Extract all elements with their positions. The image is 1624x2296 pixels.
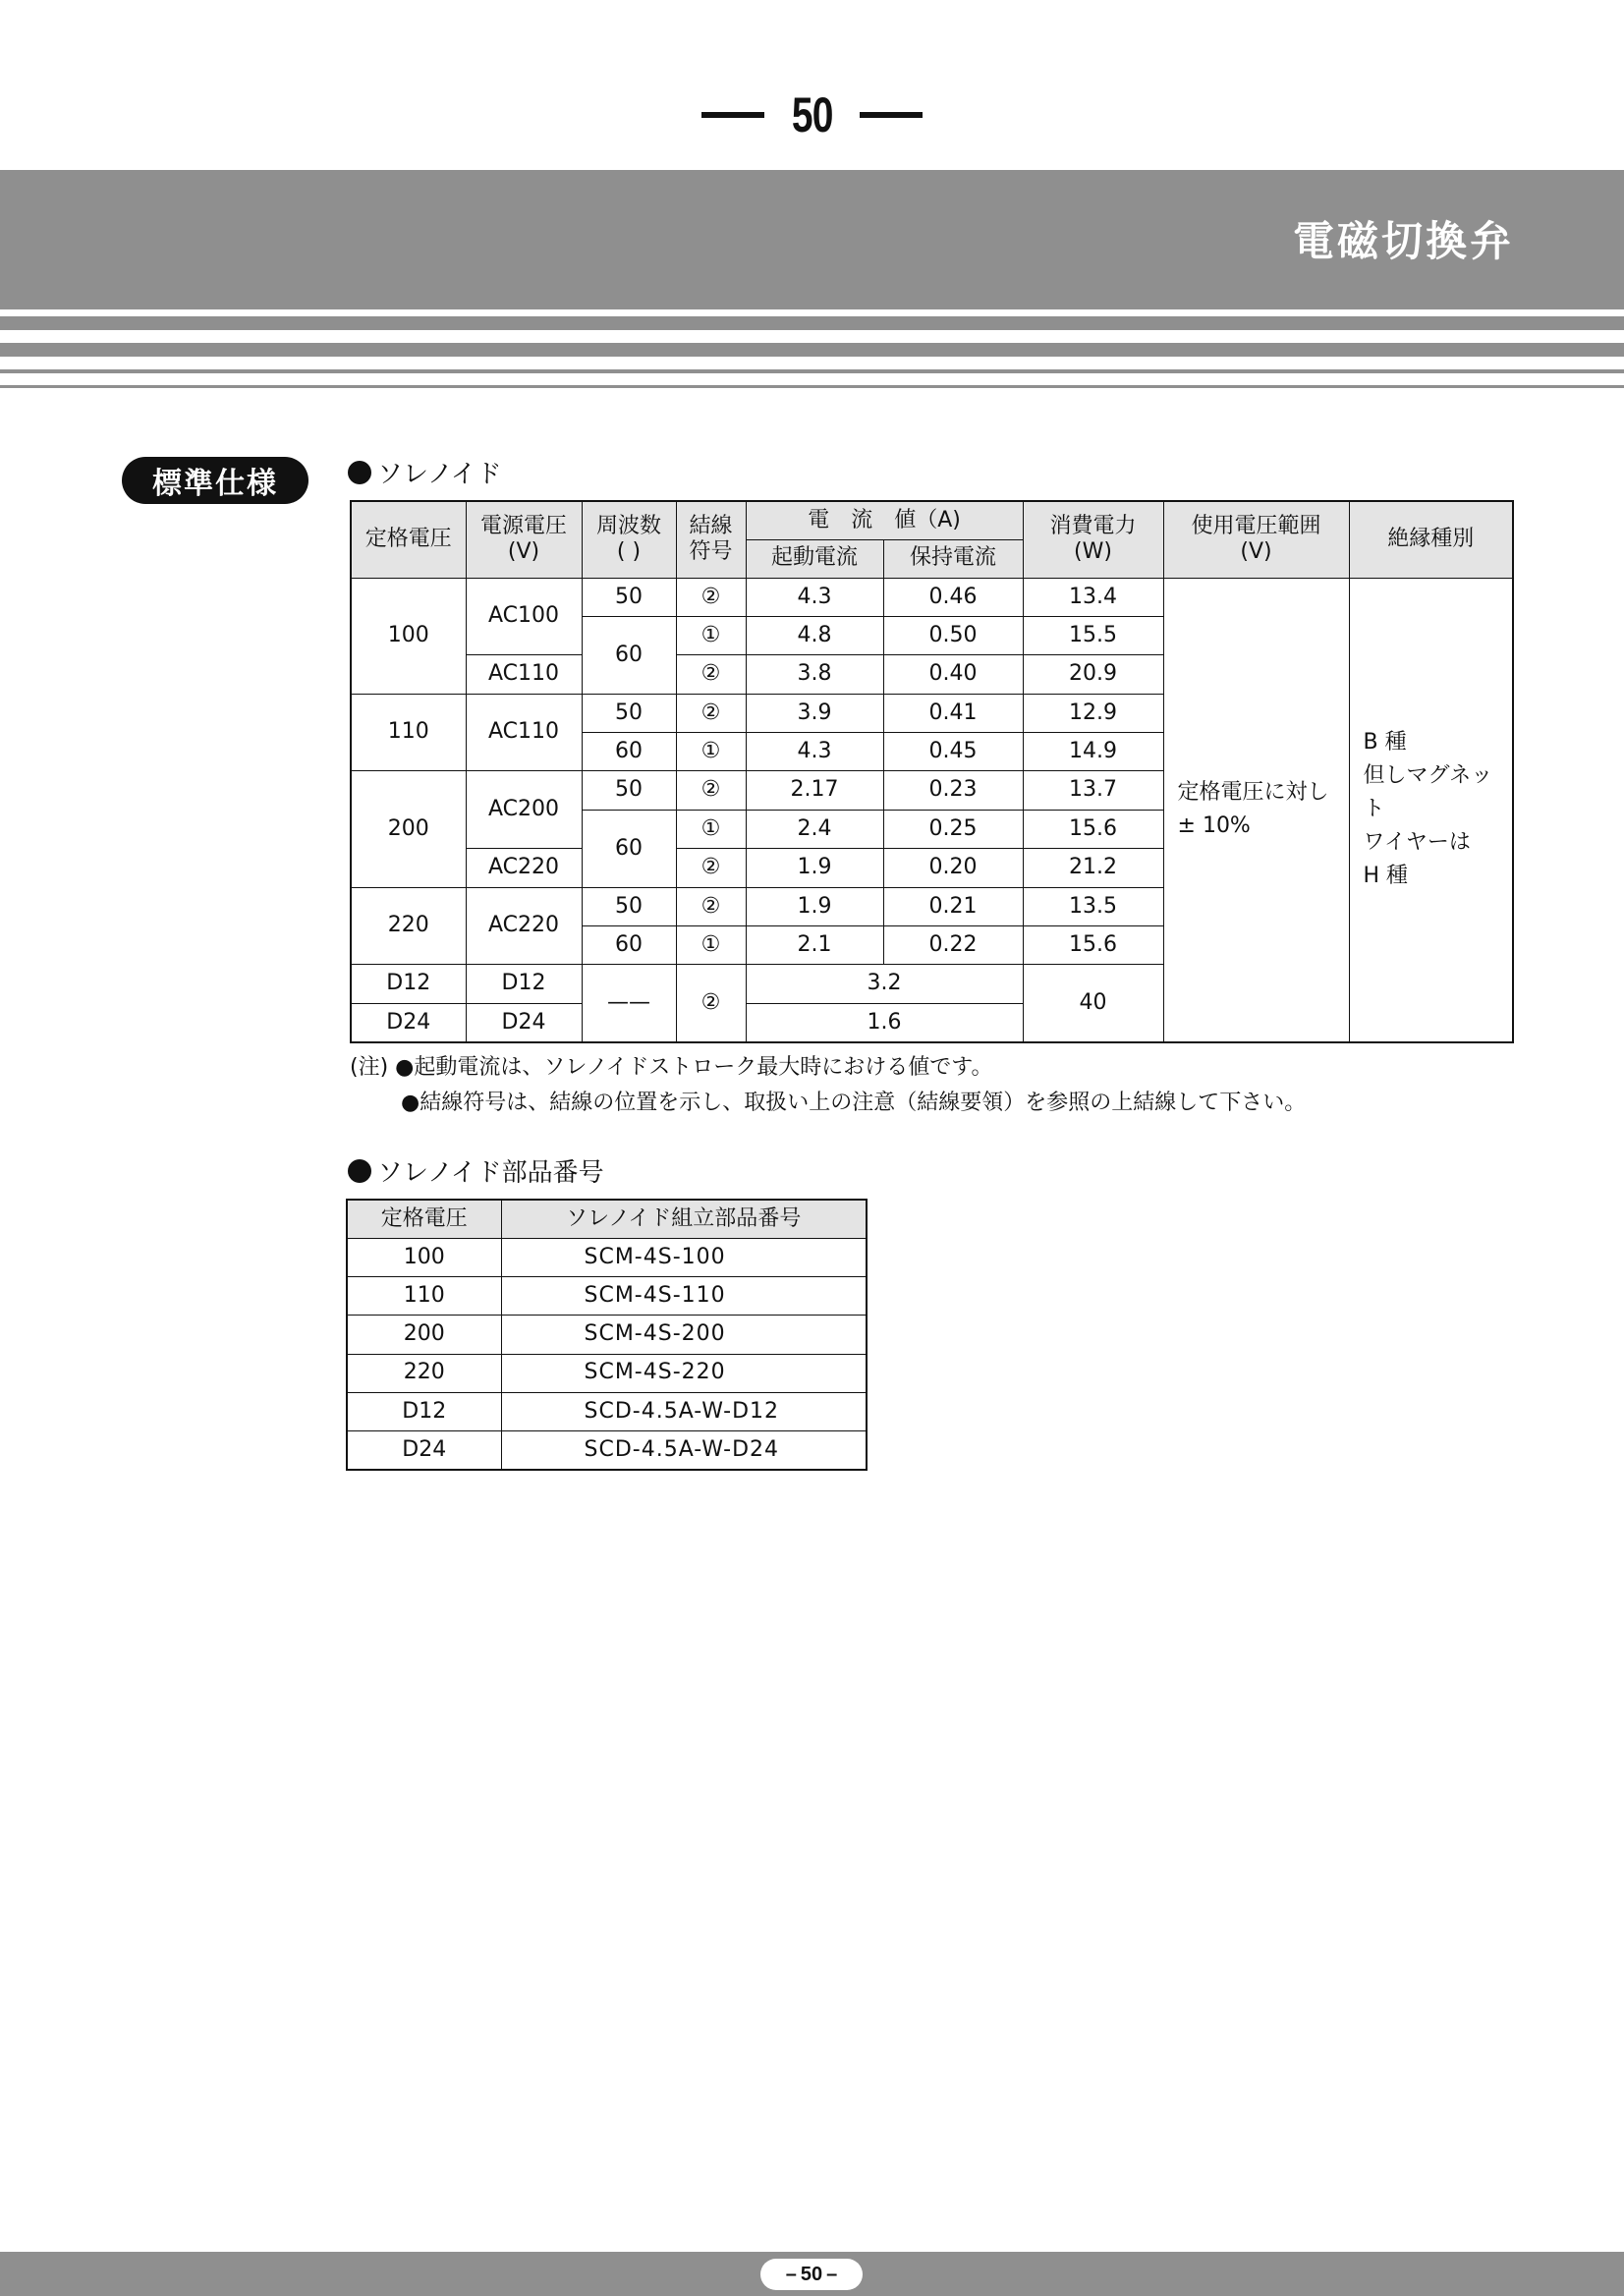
cell-freq: 50 — [582, 578, 676, 616]
stripe-1 — [0, 316, 1624, 330]
cell-holding: 0.20 — [883, 849, 1023, 887]
cell-holding: 0.50 — [883, 616, 1023, 654]
cell-code: ② — [676, 694, 746, 732]
footer-dash-right: – — [826, 2263, 838, 2285]
cell-freq: 50 — [582, 887, 676, 925]
cell-inrush: 3.9 — [746, 694, 883, 732]
cell-code: ② — [676, 655, 746, 694]
cell-code: ② — [676, 849, 746, 887]
cell-current: 3.2 — [746, 965, 1023, 1003]
table-row — [347, 1316, 867, 1354]
header-insulation: 絶縁種別 — [1349, 501, 1513, 578]
cell-power: 13.5 — [1023, 887, 1163, 925]
cell-rated: 110 — [351, 694, 466, 771]
cell-code: ② — [676, 578, 746, 616]
cell-power: 20.9 — [1023, 655, 1163, 694]
header-frequency: 周波数 ( ) — [582, 501, 676, 578]
parts-cell-rated: 220 — [347, 1354, 501, 1392]
cell-freq: 50 — [582, 771, 676, 810]
cell-rated: 100 — [351, 578, 466, 694]
cell-code: ② — [676, 965, 746, 1042]
cell-power: 13.7 — [1023, 771, 1163, 810]
parts-header-rated: 定格電圧 — [347, 1200, 501, 1239]
cell-inrush: 2.4 — [746, 810, 883, 848]
cell-rated: 200 — [351, 771, 466, 887]
cell-freq: 60 — [582, 616, 676, 694]
bullet-icon — [348, 461, 371, 484]
parts-cell-part-number: SCD-4.5A-W-D12 — [501, 1392, 867, 1430]
cell-power: 40 — [1023, 965, 1163, 1042]
cell-supply: AC110 — [466, 694, 582, 771]
note-line-1: (注) ●起動電流は、ソレノイドストローク最大時における値です。 — [350, 1055, 993, 1080]
solenoid-heading-text: ソレノイド — [377, 460, 502, 489]
table-row — [347, 1430, 867, 1470]
cell-supply: AC200 — [466, 771, 582, 849]
header-voltage-range: 使用電圧範囲 (V) — [1163, 501, 1349, 578]
footer-page-number-text: 50 — [800, 2263, 823, 2285]
solenoid-heading — [348, 454, 502, 490]
cell-holding: 0.21 — [883, 887, 1023, 925]
cell-power: 21.2 — [1023, 849, 1163, 887]
cell-inrush: 2.17 — [746, 771, 883, 810]
cell-freq: 60 — [582, 926, 676, 965]
cell-inrush: 4.3 — [746, 578, 883, 616]
table-row — [351, 578, 1513, 616]
table-row — [347, 1354, 867, 1392]
cell-holding: 0.40 — [883, 655, 1023, 694]
bullet-icon — [348, 1159, 371, 1183]
parts-cell-rated: 110 — [347, 1277, 501, 1316]
cell-rated: D12 — [351, 965, 466, 1003]
header-holding-current: 保持電流 — [883, 539, 1023, 578]
stripe-3 — [0, 369, 1624, 373]
notes — [350, 1050, 1306, 1121]
cell-power: 15.5 — [1023, 616, 1163, 654]
cell-freq: 60 — [582, 810, 676, 887]
cell-power: 15.6 — [1023, 810, 1163, 848]
cell-power: 14.9 — [1023, 733, 1163, 771]
top-page-number — [0, 81, 1624, 149]
header-rated-voltage: 定格電圧 — [351, 501, 466, 578]
parts-cell-part-number: SCM-4S-220 — [501, 1354, 867, 1392]
cell-holding: 0.23 — [883, 771, 1023, 810]
parts-number-table — [346, 1199, 868, 1471]
cell-holding: 0.25 — [883, 810, 1023, 848]
cell-insulation: B 種 但しマグネット ワイヤーは H 種 — [1349, 578, 1513, 1042]
parts-heading-text: ソレノイド部品番号 — [377, 1158, 604, 1188]
cell-inrush: 1.9 — [746, 887, 883, 925]
parts-cell-part-number: SCM-4S-200 — [501, 1316, 867, 1354]
cell-supply: AC100 — [466, 578, 582, 655]
table-row — [347, 1277, 867, 1316]
header-power: 消費電力 (W) — [1023, 501, 1163, 578]
cell-freq: —— — [582, 965, 676, 1042]
stripe-2 — [0, 343, 1624, 357]
table-row — [347, 1239, 867, 1277]
cell-supply: D12 — [466, 965, 582, 1003]
cell-inrush: 1.9 — [746, 849, 883, 887]
cell-holding: 0.41 — [883, 694, 1023, 732]
parts-cell-rated: D24 — [347, 1430, 501, 1470]
footer-page-number — [760, 2259, 863, 2290]
header-band — [0, 170, 1624, 309]
cell-power: 15.6 — [1023, 926, 1163, 965]
cell-code: ② — [676, 887, 746, 925]
parts-header-part-number: ソレノイド組立部品番号 — [501, 1200, 867, 1239]
cell-supply: AC220 — [466, 849, 582, 887]
cell-inrush: 4.3 — [746, 733, 883, 771]
cell-freq: 60 — [582, 733, 676, 771]
header-current: 電 流 値（A) — [746, 501, 1023, 539]
cell-code: ① — [676, 733, 746, 771]
cell-rated: 220 — [351, 887, 466, 965]
parts-cell-part-number: SCD-4.5A-W-D24 — [501, 1430, 867, 1470]
dash-left — [701, 112, 764, 118]
cell-freq: 50 — [582, 694, 676, 732]
cell-holding: 0.22 — [883, 926, 1023, 965]
cell-current: 1.6 — [746, 1003, 1023, 1042]
cell-inrush: 4.8 — [746, 616, 883, 654]
parts-cell-rated: 200 — [347, 1316, 501, 1354]
cell-voltage-range: 定格電圧に対し ± 10% — [1163, 578, 1349, 1042]
solenoid-spec-table — [350, 500, 1514, 1043]
parts-cell-part-number: SCM-4S-100 — [501, 1239, 867, 1277]
footer-dash-left: – — [785, 2263, 797, 2285]
header-inrush-current: 起動電流 — [746, 539, 883, 578]
cell-rated: D24 — [351, 1003, 466, 1042]
page-number: 50 — [791, 87, 833, 142]
cell-code: ① — [676, 810, 746, 848]
stripe-4 — [0, 385, 1624, 388]
table-row — [347, 1392, 867, 1430]
cell-holding: 0.45 — [883, 733, 1023, 771]
dash-right — [860, 112, 923, 118]
note-line-2: ●結線符号は、結線の位置を示し、取扱い上の注意（結線要領）を参照の上結線して下さい。 — [401, 1091, 1307, 1115]
cell-supply: D24 — [466, 1003, 582, 1042]
cell-code: ① — [676, 926, 746, 965]
cell-power: 12.9 — [1023, 694, 1163, 732]
cell-code: ② — [676, 771, 746, 810]
cell-supply: AC110 — [466, 655, 582, 694]
cell-inrush: 3.8 — [746, 655, 883, 694]
cell-power: 13.4 — [1023, 578, 1163, 616]
cell-inrush: 2.1 — [746, 926, 883, 965]
page-title: 電磁切換弁 — [1292, 217, 1514, 265]
parts-cell-part-number: SCM-4S-110 — [501, 1277, 867, 1316]
parts-heading — [348, 1152, 604, 1189]
parts-cell-rated: 100 — [347, 1239, 501, 1277]
cell-supply: AC220 — [466, 887, 582, 965]
parts-cell-rated: D12 — [347, 1392, 501, 1430]
header-wiring-code: 結線 符号 — [676, 501, 746, 578]
section-label: 標準仕様 — [122, 457, 308, 504]
cell-holding: 0.46 — [883, 578, 1023, 616]
cell-code: ① — [676, 616, 746, 654]
header-supply-voltage: 電源電圧 (V) — [466, 501, 582, 578]
